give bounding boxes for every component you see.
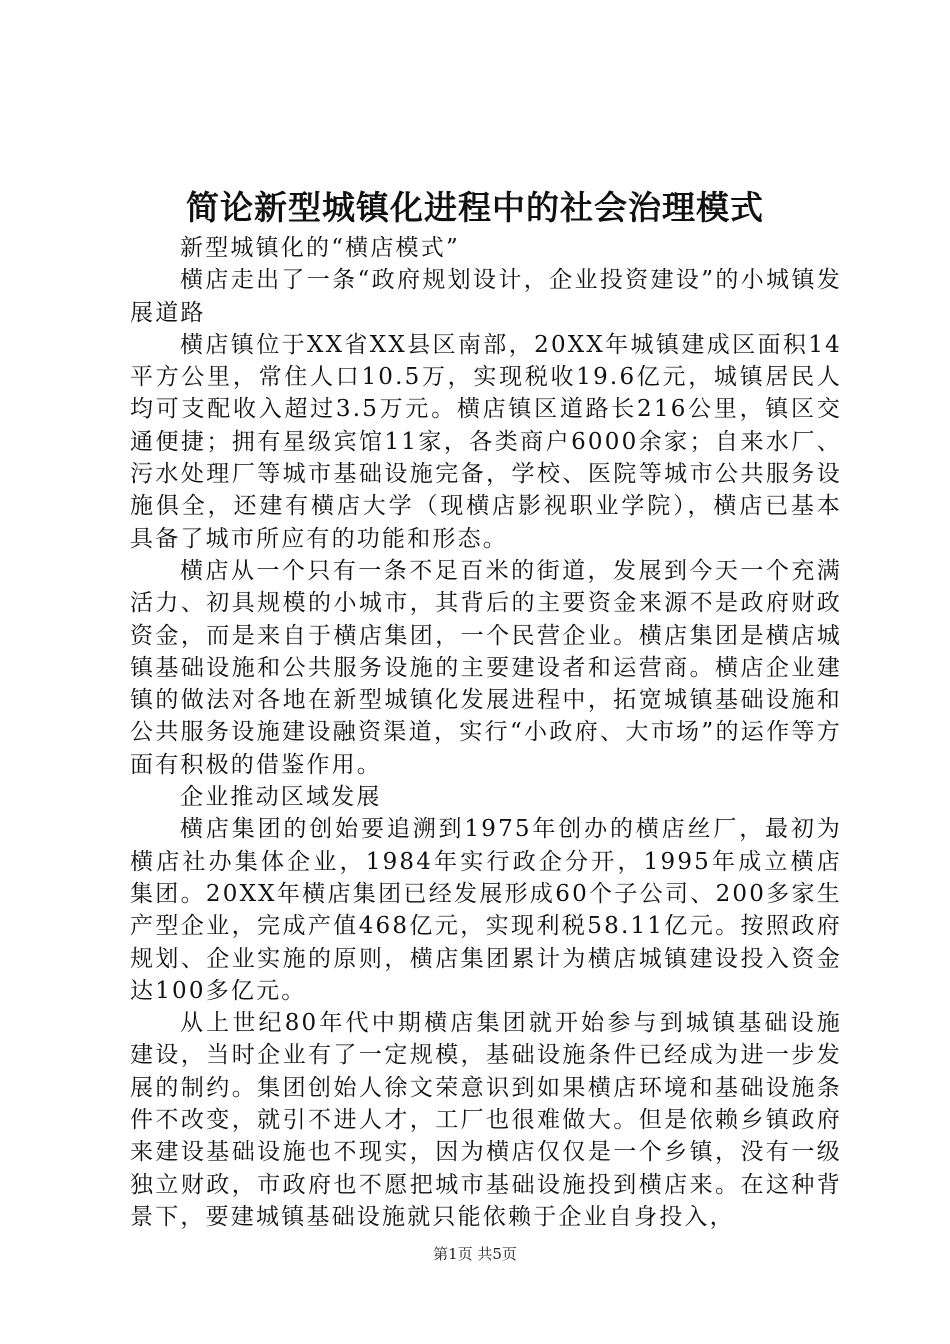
paragraph-section-heading: 企业推动区域发展 [180, 784, 382, 811]
document-body [130, 232, 842, 1233]
paragraph-subtitle: 新型城镇化的“横店模式” [180, 235, 460, 261]
paragraph: 横店走出了一条“政府规划设计，企业投资建设”的小城镇发展道路 [130, 267, 842, 326]
page-footer: 第1页 共5页 [433, 1245, 517, 1263]
document-title: 简论新型城镇化进程中的社会治理模式 [186, 188, 764, 227]
paragraph: 横店镇位于XX省XX县区南部，20XX年城镇建成区面积14平方公里，常住人口10.5万，实现税收19.6亿元，城镇居民人均可支配收入超过3.5万元。横店镇区道路长216公里，镇区交通便捷；拥有星级宾馆11家，各类商户6000余家；自来水厂、污水处理厂等城市基础设施完备，学校、医院等城市公共服务设施俱全，还建有横店大学（现横店影视职业学院），横店已基本具备了城市所应有的功能和形态。 [130, 331, 842, 552]
paragraph: 横店集团的创始要追溯到1975年创办的横店丝厂，最初为横店社办集体企业，1984年实行政企分开，1995年成立横店集团。20XX年横店集团已经发展形成60个子公司、200多家生产型企业，完成产值468亿元，实现利税58.11亿元。按照政府规划、企业实施的原则，横店集团累计为横店城镇建设投入资金达100多亿元。 [130, 816, 842, 1004]
paragraph: 从上世纪80年代中期横店集团就开始参与到城镇基础设施建设，当时企业有了一定规模，基础设施条件已经成为进一步发展的制约。集团创始人徐文荣意识到如果横店环境和基础设施条件不改变，就引不进人才，工厂也很难做大。但是依赖乡镇政府来建设基础设施也不现实，因为横店仅仅是一个乡镇，没有一级独立财政，市政府也不愿把城市基础设施投到横店来。在这种背景下，要建城镇基础设施就只能依赖于企业自身投入， [130, 1010, 842, 1230]
paragraph: 横店从一个只有一条不足百米的街道，发展到今天一个充满活力、初具规模的小城市，其背后的主要资金来源不是政府财政资金，而是来自于横店集团，一个民营企业。横店集团是横店城镇基础设施和公共服务设施的主要建设者和运营商。横店企业建镇的做法对各地在新型城镇化发展进程中，拓宽城镇基础设施和公共服务设施建设融资渠道，实行“小政府、大市场”的运作等方面有积极的借鉴作用。 [130, 557, 842, 778]
